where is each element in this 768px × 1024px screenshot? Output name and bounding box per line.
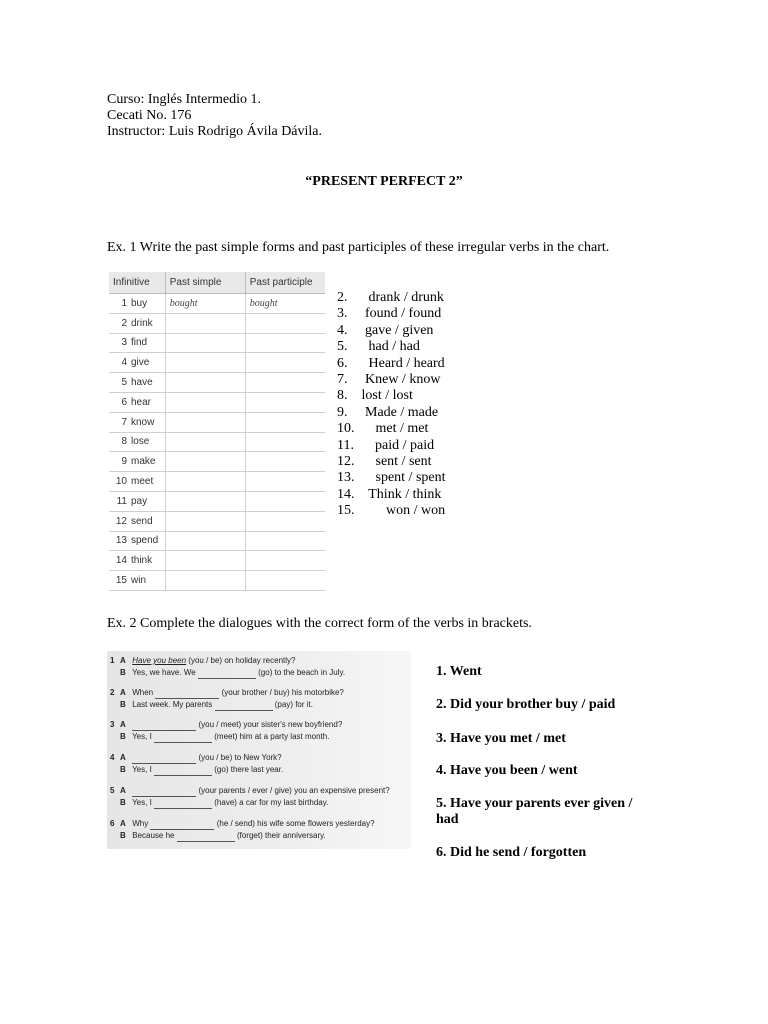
past-participle-cell: [245, 452, 325, 472]
exercise-2-instruction: Ex. 2 Complete the dialogues with the correct form of the verbs in brackets.: [107, 616, 532, 631]
dialogue-line-a: [110, 687, 344, 699]
infinitive-cell: [109, 472, 165, 492]
dialogue-text: Because he: [132, 831, 175, 840]
row-number: 8: [121, 436, 127, 448]
row-number: 13: [115, 535, 127, 547]
infinitive-verb: give: [131, 357, 150, 369]
dialogue-item: [110, 752, 283, 776]
answer-line: 2. drank / drunk: [337, 290, 444, 305]
page-title: “PRESENT PERFECT 2”: [305, 174, 463, 189]
answer-line: 6. Heard / heard: [337, 355, 445, 371]
row-number: 7: [121, 416, 127, 428]
center-line: Cecati No. 176: [107, 108, 192, 123]
table-row: [109, 491, 325, 511]
table-header-row: [109, 272, 325, 294]
column-header-infinitive: Infinitive: [109, 272, 165, 294]
infinitive-verb: buy: [131, 297, 148, 309]
dialogue-number: 1: [110, 656, 115, 665]
past-participle-cell: bought: [245, 294, 325, 314]
answer-line: 13. spent / spent: [337, 470, 446, 486]
infinitive-cell: [109, 294, 165, 314]
table-row: [109, 392, 325, 412]
answer-line: 5. Have your parents ever given /: [436, 796, 633, 811]
past-simple-cell: [165, 353, 245, 373]
row-number: 11: [116, 495, 127, 507]
dialogue-text: Yes, I: [132, 798, 152, 807]
table-row: [109, 531, 325, 551]
course-line: Curso: Inglés Intermedio 1.: [107, 92, 261, 107]
dialogue-text: (forget) their anniversary.: [236, 831, 326, 840]
past-participle-cell: [245, 472, 325, 492]
row-number: 5: [121, 377, 127, 389]
table-row: [109, 333, 325, 353]
infinitive-verb: spend: [131, 535, 159, 547]
past-simple-cell: [165, 392, 245, 412]
answer-line: 3. Have you met / met: [436, 731, 566, 746]
dialogue-text: (you / be) to New York?: [198, 753, 282, 762]
column-header-past-simple: Past simple: [165, 272, 245, 294]
dialogue-text: (he / send) his wife some flowers yesterday?: [216, 819, 375, 828]
past-simple-cell: [165, 432, 245, 452]
infinitive-cell: [109, 511, 165, 531]
dialogue-text: When: [132, 688, 154, 697]
table-row: [109, 353, 325, 373]
speaker-b: B: [120, 798, 126, 807]
dialogue-text: (you / be) on holiday recently?: [188, 656, 296, 665]
infinitive-verb: send: [131, 515, 153, 527]
speaker-b: B: [120, 765, 126, 774]
dialogue-item: [110, 785, 390, 809]
exercise-1-answers: [337, 290, 446, 520]
dialogue-line-b: [110, 797, 390, 809]
row-number: 4: [121, 357, 127, 369]
table-row: [109, 571, 325, 591]
infinitive-verb: think: [131, 555, 153, 567]
infinitive-verb: know: [131, 416, 155, 428]
dialogue-text: (you / meet) your sister's new boyfriend?: [198, 720, 343, 729]
answer-line: 4. Have you been / went: [436, 763, 578, 778]
infinitive-cell: [109, 531, 165, 551]
infinitive-cell: [109, 412, 165, 432]
answer-line: 15. won / won: [337, 503, 446, 519]
answer-blank: [177, 833, 235, 842]
dialogue-line-a: [110, 785, 390, 797]
row-number: 14: [115, 555, 127, 567]
speaker-a: A: [120, 819, 126, 828]
irregular-verbs-table: [109, 272, 325, 591]
dialogue-text: (pay) for it.: [274, 700, 313, 709]
answer-line: 8. lost / lost: [337, 388, 413, 404]
infinitive-cell: [109, 373, 165, 393]
speaker-b: B: [120, 831, 126, 840]
answer-line: had: [436, 812, 459, 827]
past-simple-cell: [165, 551, 245, 571]
example-answer: Have you been: [132, 656, 187, 665]
infinitive-verb: pay: [131, 495, 148, 507]
dialogue-text: (your parents / ever / give) you an expensive present?: [198, 786, 390, 795]
infinitive-verb: have: [131, 377, 153, 389]
table-row: [109, 432, 325, 452]
speaker-a: A: [120, 753, 126, 762]
answer-line: 1. Went: [436, 664, 482, 679]
past-participle-cell: [245, 551, 325, 571]
dialogue-text: (go) there last year.: [214, 765, 284, 774]
dialogue-text: (your brother / buy) his motorbike?: [221, 688, 344, 697]
speaker-a: A: [120, 656, 126, 665]
past-participle-cell: [245, 571, 325, 591]
dialogue-text: (go) to the beach in July.: [258, 668, 346, 677]
speaker-a: A: [120, 720, 126, 729]
past-simple-cell: [165, 491, 245, 511]
speaker-b: B: [120, 732, 126, 741]
infinitive-verb: meet: [131, 476, 154, 488]
answer-blank: [132, 788, 196, 797]
infinitive-verb: find: [131, 337, 148, 349]
speaker-a: A: [120, 786, 126, 795]
answer-blank: [132, 722, 196, 731]
dialogue-text: Last week. My parents: [132, 700, 213, 709]
dialogue-item: [110, 655, 345, 679]
infinitive-verb: drink: [131, 317, 153, 329]
answer-line: 7. Knew / know: [337, 372, 441, 388]
dialogue-text: Yes, I: [132, 765, 152, 774]
table-row: [109, 472, 325, 492]
dialogue-line-b: [110, 764, 283, 776]
instructor-line: Instructor: Luis Rodrigo Ávila Dávila.: [107, 124, 323, 139]
past-simple-cell: [165, 333, 245, 353]
answer-blank: [150, 821, 214, 830]
dialogue-number: 4: [110, 753, 115, 762]
exercise-1-instruction: Ex. 1 Write the past simple forms and past participles of these irregular verbs in the chart.: [107, 240, 610, 255]
infinitive-cell: [109, 313, 165, 333]
row-number: 9: [121, 456, 127, 468]
dialogue-text: (meet) him at a party last month.: [214, 732, 330, 741]
dialogue-line-b: [110, 830, 375, 842]
answer-line: 12. sent / sent: [337, 454, 432, 470]
dialogue-item: [110, 719, 342, 743]
infinitive-cell: [109, 551, 165, 571]
dialogue-text: (have) a car for my last birthday.: [214, 798, 329, 807]
row-number: 15: [115, 575, 127, 587]
dialogue-text: Yes, I: [132, 732, 152, 741]
answer-blank: [215, 702, 273, 711]
row-number: 2: [121, 317, 127, 329]
infinitive-cell: [109, 571, 165, 591]
past-participle-cell: [245, 373, 325, 393]
past-simple-cell: [165, 412, 245, 432]
dialogue-number: 2: [110, 688, 115, 697]
answer-blank: [155, 690, 219, 699]
answer-line: 11. paid / paid: [337, 437, 435, 453]
answer-blank: [154, 734, 212, 743]
dialogue-line-b: [110, 699, 344, 711]
dialogue-line-a: [110, 719, 342, 731]
table-row: [109, 452, 325, 472]
answer-blank: [132, 755, 196, 764]
infinitive-verb: win: [131, 575, 147, 587]
dialogue-line-b: [110, 731, 342, 743]
past-participle-cell: [245, 432, 325, 452]
infinitive-verb: lose: [131, 436, 150, 448]
dialogue-text: Yes, we have. We: [132, 668, 196, 677]
row-number: 3: [121, 337, 127, 349]
row-number: 12: [115, 515, 127, 527]
past-simple-cell: [165, 373, 245, 393]
table-row: [109, 511, 325, 531]
row-number: 10: [115, 476, 127, 488]
dialogue-item: [110, 818, 375, 842]
answer-line: 14. Think / think: [337, 486, 442, 502]
past-simple-cell: [165, 452, 245, 472]
table-row: [109, 373, 325, 393]
answer-blank: [154, 800, 212, 809]
past-simple-cell: bought: [165, 294, 245, 314]
table-row: [109, 412, 325, 432]
speaker-b: B: [120, 668, 126, 677]
infinitive-cell: [109, 333, 165, 353]
infinitive-cell: [109, 491, 165, 511]
answer-line: 10. met / met: [337, 421, 429, 437]
speaker-b: B: [120, 700, 126, 709]
dialogues-exercise-image: [107, 651, 411, 849]
past-simple-cell: [165, 313, 245, 333]
answer-line: 6. Did he send / forgotten: [436, 845, 587, 860]
answer-line: 5. had / had: [337, 339, 420, 355]
infinitive-cell: [109, 452, 165, 472]
dialogue-number: 5: [110, 786, 115, 795]
table-row: [109, 294, 325, 314]
infinitive-cell: [109, 392, 165, 412]
past-participle-cell: [245, 511, 325, 531]
past-simple-cell: [165, 531, 245, 551]
infinitive-verb: make: [131, 456, 156, 468]
column-header-past-participle: Past participle: [245, 272, 325, 294]
past-simple-cell: [165, 511, 245, 531]
past-participle-cell: [245, 392, 325, 412]
dialogue-number: 6: [110, 819, 115, 828]
dialogue-line-a: [110, 752, 283, 764]
table-row: [109, 551, 325, 571]
dialogue-line-b: [110, 667, 345, 679]
document-header: [107, 92, 322, 140]
infinitive-cell: [109, 432, 165, 452]
past-simple-cell: [165, 472, 245, 492]
answer-blank: [154, 767, 212, 776]
dialogue-item: [110, 687, 344, 711]
answer-line: 4. gave / given: [337, 322, 434, 338]
row-number: 6: [121, 396, 127, 408]
dialogue-line-a: [110, 655, 345, 667]
infinitive-verb: hear: [131, 396, 152, 408]
past-participle-cell: [245, 353, 325, 373]
past-participle-cell: [245, 531, 325, 551]
past-participle-cell: [245, 313, 325, 333]
answer-blank: [198, 670, 256, 679]
infinitive-cell: [109, 353, 165, 373]
dialogue-line-a: [110, 818, 375, 830]
past-simple-cell: [165, 571, 245, 591]
answer-line: 9. Made / made: [337, 404, 439, 420]
dialogue-number: 3: [110, 720, 115, 729]
speaker-a: A: [120, 688, 126, 697]
answer-line: 3. found / found: [337, 306, 442, 322]
answer-line: 2. Did your brother buy / paid: [436, 697, 616, 712]
table-row: [109, 313, 325, 333]
dialogue-text: Why: [132, 819, 149, 828]
row-number: 1: [121, 297, 127, 309]
past-participle-cell: [245, 491, 325, 511]
past-participle-cell: [245, 412, 325, 432]
past-participle-cell: [245, 333, 325, 353]
